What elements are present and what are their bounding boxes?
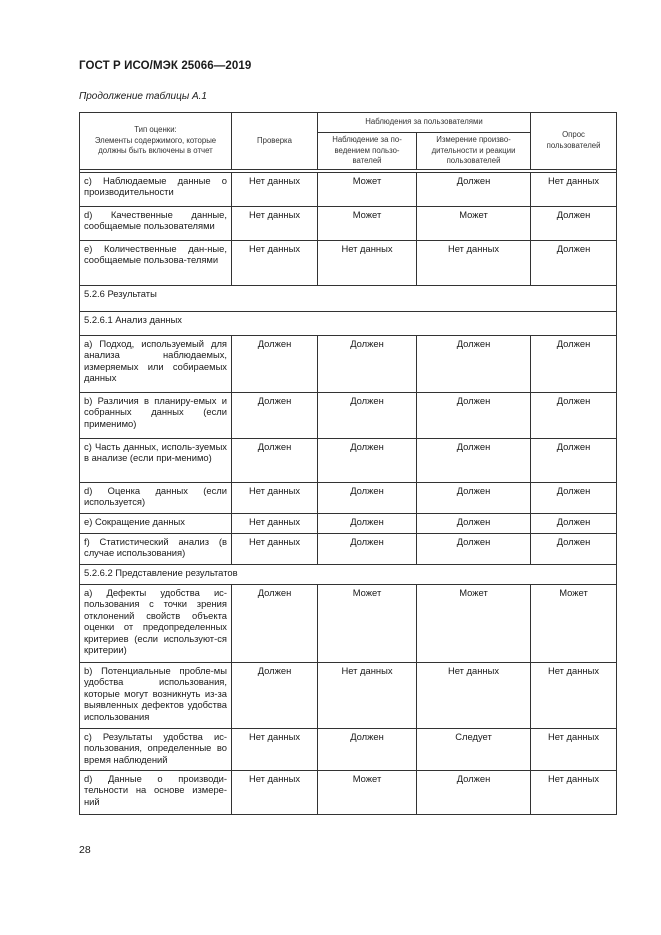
- behavior-observation-value: Может: [318, 172, 417, 206]
- user-survey-value: Должен: [531, 438, 617, 482]
- table-section-row: [80, 285, 617, 311]
- behavior-observation-value: Может: [318, 584, 417, 662]
- performance-measurement-value: Нет данных: [417, 662, 531, 728]
- user-survey-value: Должен: [531, 513, 617, 533]
- performance-measurement-value: Должен: [417, 172, 531, 206]
- performance-measurement-value: Нет данных: [417, 240, 531, 285]
- table-row: [80, 584, 617, 662]
- behavior-observation-value: Может: [318, 206, 417, 240]
- section-title: 5.2.6 Результаты: [80, 285, 617, 311]
- table-row: [80, 206, 617, 240]
- page-number: 28: [79, 844, 91, 856]
- inspection-value: Нет данных: [232, 533, 318, 564]
- table-section-row: [80, 311, 617, 335]
- row-label: c) Результаты удобства ис-пользования, определенные во время наблюдений: [80, 728, 232, 770]
- table-section-row: [80, 564, 617, 584]
- table-row: [80, 392, 617, 438]
- table-continuation-label: Продолжение таблицы А.1: [79, 91, 207, 102]
- user-survey-value: Нет данных: [531, 662, 617, 728]
- performance-measurement-value: Должен: [417, 392, 531, 438]
- evaluation-content-table: [79, 112, 617, 815]
- user-survey-value: Нет данных: [531, 172, 617, 206]
- inspection-value: Должен: [232, 584, 318, 662]
- behavior-observation-value: Должен: [318, 392, 417, 438]
- row-label: d) Данные о производи-тельности на основе измере-ний: [80, 770, 232, 814]
- inspection-value: Нет данных: [232, 482, 318, 513]
- behavior-observation-value: Должен: [318, 482, 417, 513]
- inspection-value: Должен: [232, 392, 318, 438]
- behavior-observation-value: Должен: [318, 533, 417, 564]
- section-title: 5.2.6.2 Представление результатов: [80, 564, 617, 584]
- row-label: f) Статистический анализ (в случае использования): [80, 533, 232, 564]
- header-performance-measurement: Измерение произво- дительности и реакции пользователей: [417, 133, 531, 170]
- row-label: a) Дефекты удобства ис-пользования с точки зрения отклонений свойств объекта оценки от предопределенных критериев (если используют-ся критерии): [80, 584, 232, 662]
- inspection-value: Нет данных: [232, 240, 318, 285]
- performance-measurement-value: Должен: [417, 770, 531, 814]
- inspection-value: Нет данных: [232, 513, 318, 533]
- user-survey-value: Может: [531, 584, 617, 662]
- row-label: c) Наблюдаемые данные о производительности: [80, 172, 232, 206]
- header-observation-group: Наблюдения за пользователями: [318, 113, 531, 133]
- row-label: e) Количественные дан-ные, сообщаемые пользова-телями: [80, 240, 232, 285]
- table-row: [80, 770, 617, 814]
- performance-measurement-value: Должен: [417, 533, 531, 564]
- table-row: [80, 482, 617, 513]
- user-survey-value: Нет данных: [531, 728, 617, 770]
- behavior-observation-value: Нет данных: [318, 662, 417, 728]
- inspection-value: Должен: [232, 662, 318, 728]
- user-survey-value: Должен: [531, 240, 617, 285]
- performance-measurement-value: Должен: [417, 438, 531, 482]
- user-survey-value: Нет данных: [531, 770, 617, 814]
- behavior-observation-value: Нет данных: [318, 240, 417, 285]
- inspection-value: Нет данных: [232, 728, 318, 770]
- user-survey-value: Должен: [531, 335, 617, 392]
- performance-measurement-value: Должен: [417, 335, 531, 392]
- row-label: b) Потенциальные пробле-мы удобства использования, которые могут возникнуть из-за выявленных дефектов удобства использования: [80, 662, 232, 728]
- row-label: e) Сокращение данных: [80, 513, 232, 533]
- behavior-observation-value: Должен: [318, 335, 417, 392]
- row-label: a) Подход, используемый для анализа наблюдаемых, измеряемых или собираемых данных: [80, 335, 232, 392]
- behavior-observation-value: Должен: [318, 513, 417, 533]
- table-row: [80, 662, 617, 728]
- header-user-survey: Опрос пользователей: [531, 113, 617, 170]
- performance-measurement-value: Должен: [417, 513, 531, 533]
- table-row: [80, 728, 617, 770]
- behavior-observation-value: Должен: [318, 438, 417, 482]
- table-body: [80, 172, 617, 814]
- performance-measurement-value: Может: [417, 206, 531, 240]
- row-label: b) Различия в планиру-емых и собранных данных (если применимо): [80, 392, 232, 438]
- header-evaluation-type: Тип оценки: Элементы содержимого, которые должны быть включены в отчет: [80, 113, 232, 170]
- document-standard-header: ГОСТ Р ИСО/МЭК 25066—2019: [79, 60, 252, 72]
- row-label: d) Качественные данные, сообщаемые пользователями: [80, 206, 232, 240]
- user-survey-value: Должен: [531, 482, 617, 513]
- inspection-value: Нет данных: [232, 206, 318, 240]
- inspection-value: Нет данных: [232, 770, 318, 814]
- user-survey-value: Должен: [531, 533, 617, 564]
- table-row: [80, 513, 617, 533]
- inspection-value: Должен: [232, 438, 318, 482]
- header-behavior-observation: Наблюдение за по- ведением пользо- вателей: [318, 133, 417, 170]
- user-survey-value: Должен: [531, 392, 617, 438]
- table-row: [80, 533, 617, 564]
- table-row: [80, 240, 617, 285]
- table-row: [80, 438, 617, 482]
- table-row: [80, 335, 617, 392]
- performance-measurement-value: Должен: [417, 482, 531, 513]
- header-inspection: Проверка: [232, 113, 318, 170]
- row-label: d) Оценка данных (если используется): [80, 482, 232, 513]
- behavior-observation-value: Может: [318, 770, 417, 814]
- performance-measurement-value: Следует: [417, 728, 531, 770]
- user-survey-value: Должен: [531, 206, 617, 240]
- table-row: [80, 172, 617, 206]
- inspection-value: Должен: [232, 335, 318, 392]
- behavior-observation-value: Должен: [318, 728, 417, 770]
- inspection-value: Нет данных: [232, 172, 318, 206]
- section-title: 5.2.6.1 Анализ данных: [80, 311, 617, 335]
- row-label: c) Часть данных, исполь-зуемых в анализе (если при-менимо): [80, 438, 232, 482]
- performance-measurement-value: Может: [417, 584, 531, 662]
